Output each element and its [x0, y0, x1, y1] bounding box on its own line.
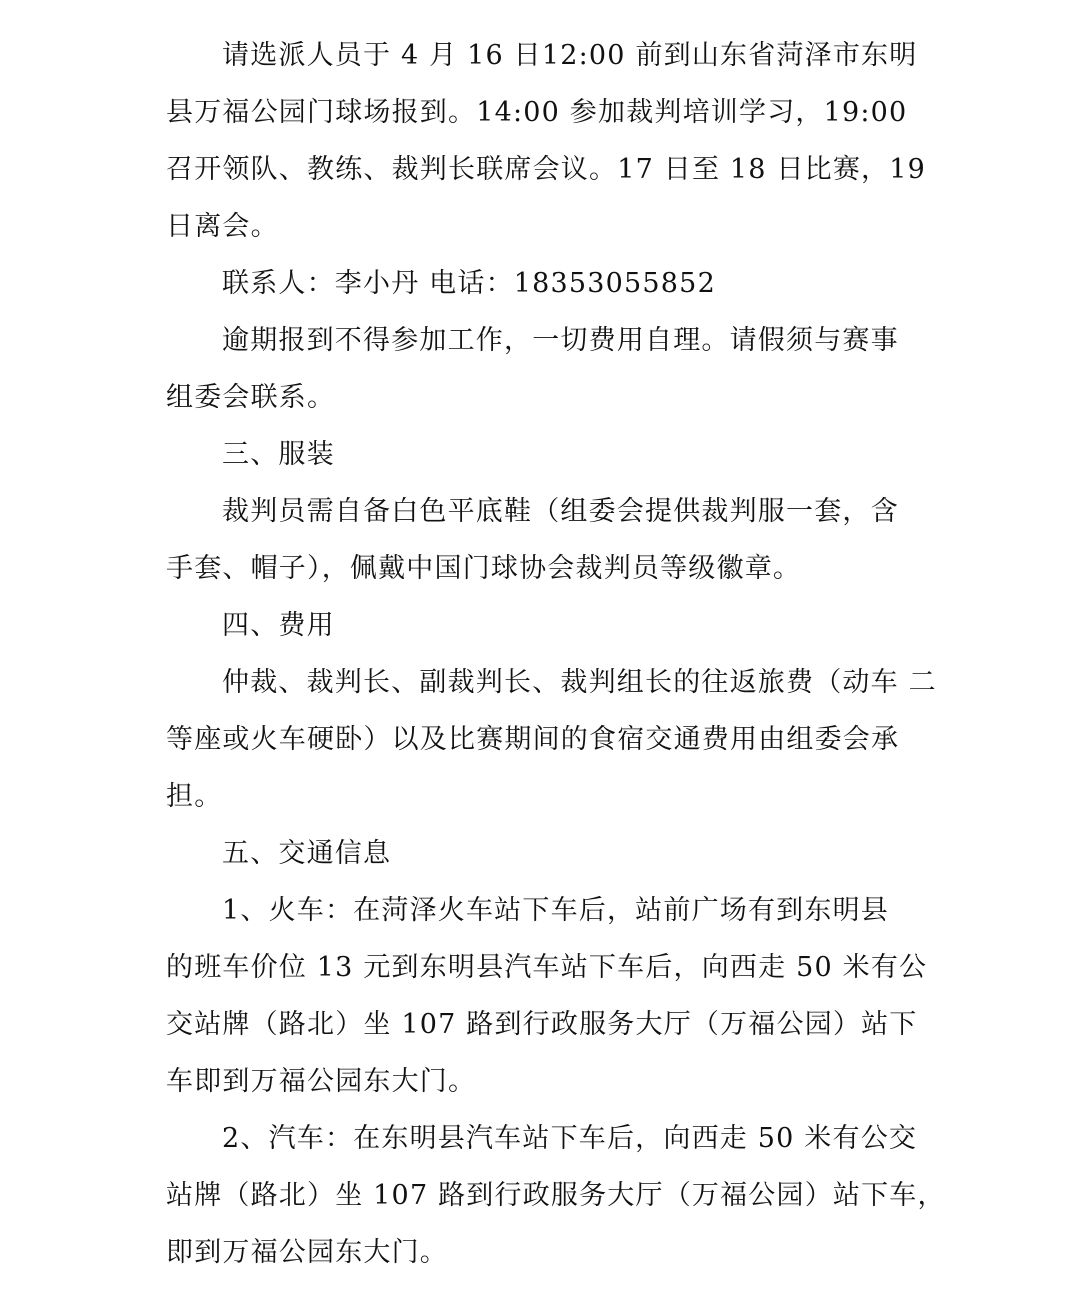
paragraph-line-train-2: 的班车价位 13 元到东明县汽车站下车后，向西走 50 米有公	[166, 952, 928, 983]
paragraph-line-expenses-1: 仲裁、裁判长、副裁判长、裁判组长的往返旅费（动车 二	[222, 667, 937, 698]
paragraph-line-departure: 日离会。	[166, 211, 279, 242]
paragraph-line-expenses-3: 担。	[166, 781, 223, 812]
paragraph-line-train-4: 车即到万福公园东大门。	[166, 1066, 477, 1097]
paragraph-line-attire-2: 手套、帽子），佩戴中国门球协会裁判员等级徽章。	[166, 553, 802, 584]
section-heading-expenses: 四、费用	[222, 610, 335, 641]
paragraph-line-late-arrival: 逾期报到不得参加工作，一切费用自理。请假须与赛事	[222, 325, 899, 356]
paragraph-line-attire-1: 裁判员需自备白色平底鞋（组委会提供裁判服一套，含	[222, 496, 899, 527]
paragraph-line-expenses-2: 等座或火车硬卧）以及比赛期间的食宿交通费用由组委会承	[166, 724, 900, 755]
contact-line: 联系人：李小丹 电话：18353055852	[222, 268, 716, 299]
paragraph-line-train-3: 交站牌（路北）坐 107 路到行政服务大厅（万福公园）站下	[166, 1009, 918, 1040]
section-heading-attire: 三、服装	[222, 439, 335, 470]
paragraph-line-train-1: 1、火车：在菏泽火车站下车后，站前广场有到东明县	[222, 895, 889, 926]
paragraph-line-bus-1: 2、汽车：在东明县汽车站下车后，向西走 50 米有公交	[222, 1123, 918, 1154]
paragraph-line-reporting-time: 请选派人员于 4 月 16 日12:00 前到山东省菏泽市东明	[222, 40, 918, 71]
paragraph-line-bus-2: 站牌（路北）坐 107 路到行政服务大厅（万福公园）站下车，	[166, 1180, 946, 1211]
section-heading-transport: 五、交通信息	[222, 838, 392, 869]
paragraph-line-meeting: 召开领队、教练、裁判长联席会议。17 日至 18 日比赛，19	[166, 154, 927, 185]
paragraph-line-leave-contact: 组委会联系。	[166, 382, 336, 413]
paragraph-line-venue: 县万福公园门球场报到。14:00 参加裁判培训学习，19:00	[166, 97, 908, 128]
paragraph-line-bus-3: 即到万福公园东大门。	[166, 1237, 448, 1268]
